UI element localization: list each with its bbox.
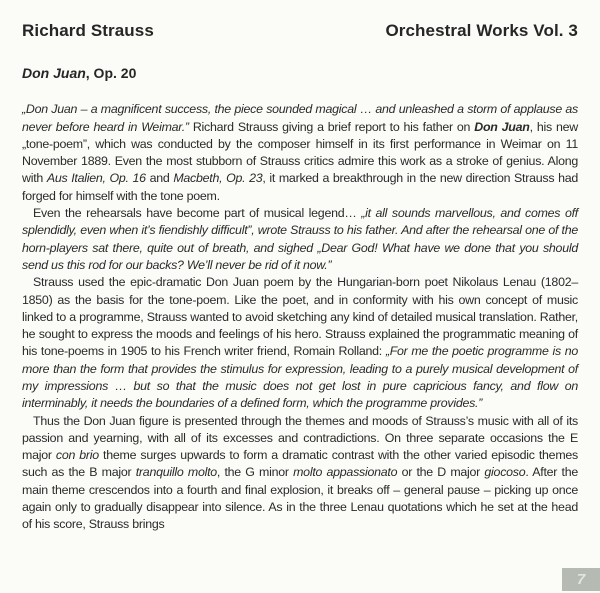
- text-segment: „For me the poetic programme is no more than the form that provides the stimulus for expression, leading to a purely musical development of my impressions … but so that the music does not get lost in pure capricious fancy, and flow on interminably, it needs the boundaries of a defined form, which the programme provides.”: [22, 344, 578, 411]
- header-composer: Richard Strauss: [22, 21, 154, 40]
- text-segment: , the G minor: [216, 465, 294, 480]
- text-segment: molto appassionato: [293, 465, 398, 480]
- text-segment: Even the rehearsals have become part of musical legend…: [33, 206, 362, 221]
- text-segment: Aus Italien, Op. 16: [46, 171, 146, 186]
- body-paragraph: [22, 274, 578, 412]
- text-segment: . After the main theme crescendos into a fourth and final explosion, it breaks off – general pause – picking up once again only to gradually disappear into silence. As in the three Lenau quotations which he set at the head of his score, Strauss brings: [22, 465, 578, 532]
- text-segment: , Op. 20: [85, 64, 137, 81]
- work-title: [22, 66, 578, 81]
- text-segment: con brio: [55, 448, 99, 463]
- text-segment: Don Juan: [474, 119, 530, 134]
- text-segment: theme surges upwards to form a dramatic contrast with the other varied episodic themes such as the B major: [22, 448, 578, 480]
- page-header: [22, 22, 578, 40]
- header-series-title: Orchestral Works Vol. 3: [385, 21, 578, 40]
- page-number-badge: [562, 568, 600, 591]
- text-segment: Macbeth, Op. 23: [173, 171, 263, 186]
- text-segment: „Don Juan – a magnificent success, the piece sounded magical … and unleashed a storm of applause as never before heard in Weimar.”: [22, 102, 578, 134]
- text-segment: giocoso: [484, 465, 526, 480]
- text-segment: and: [145, 171, 174, 186]
- text-segment: , it marked a breakthrough in the new direction Strauss had forged for himself with the tone poem.: [22, 171, 579, 203]
- text-segment: tranquillo molto: [135, 465, 217, 480]
- body-paragraph: [22, 101, 578, 205]
- body-paragraph: [22, 413, 578, 534]
- text-segment: „it all sounds marvellous, and comes off splendidly, even when it’s fiendishly difficult”, wrote Strauss to his father. And after the rehearsal one of the horn-players sat there, quite out of breath, and sighed „Dear God! What have we done that you should send us this rod for our backs? We’ll never be rid of it now.”: [22, 206, 578, 272]
- text-segment: Strauss used the epic-dramatic Don Juan poem by the Hungarian-born poet Nikolaus Lenau (1802–1850) as the basis for the tone-poem. Like the poet, and in conformity with his own concept of music linked to a programme, Strauss wanted to avoid sketching any kind of detailed musical translation. Rather, he sought to express the moods and feelings of his hero. Strauss explained the programmatic meaning of his tone-poems in 1905 to his French writer friend, Romain Rolland:: [22, 275, 578, 359]
- body-paragraph: [22, 205, 578, 274]
- body-text: [22, 101, 578, 533]
- text-segment: Thus the Don Juan figure is presented through the themes and moods of Strauss’s music with all of its passion and yearning, with all of its excesses and contradictions. On three separate occasions the E major: [22, 413, 578, 463]
- text-segment: or the D major: [397, 465, 485, 480]
- text-segment: Richard Strauss giving a brief report to his father on: [192, 119, 475, 134]
- text-segment: Don Juan: [22, 64, 86, 81]
- text-segment: , his new „tone-poem”, which was conducted by the composer himself in its first performance in Weimar on 11 November 1889. Even the most stubborn of Strauss critics admire this work as a stroke of genius. Along with: [22, 119, 578, 186]
- page-number: 7: [576, 571, 586, 588]
